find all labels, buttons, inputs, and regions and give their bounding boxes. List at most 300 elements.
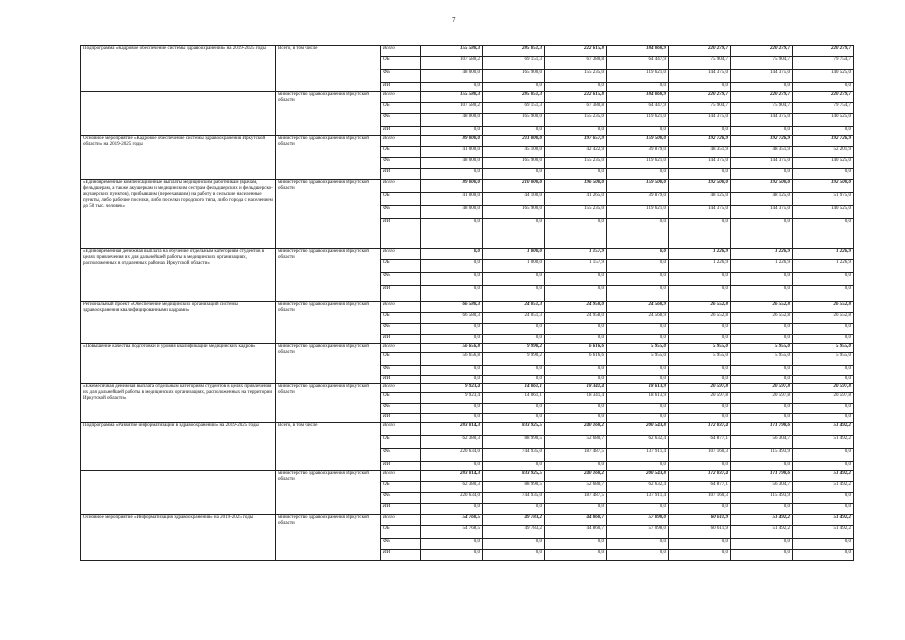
funding-source: ФБ xyxy=(381,273,421,286)
funding-source: ОБ xyxy=(381,103,421,114)
amount-cell: 5 955,0 xyxy=(793,353,854,366)
measure-description: Подпрограмма «Развитие информатизации в здравоохранении» на 2019-2025 годы xyxy=(81,423,276,471)
amount-cell: 0,0 xyxy=(731,366,793,376)
amount-cell: 0,0 xyxy=(731,504,793,515)
amount-cell: 200 543,8 xyxy=(607,423,669,436)
funding-source: ИИ xyxy=(381,414,421,423)
amount-cell: 57 098,0 xyxy=(607,515,669,526)
table-row xyxy=(81,515,854,526)
amount-cell: 240 168,2 xyxy=(545,471,607,482)
amount-cell: 5 955,0 xyxy=(731,344,793,353)
amount-cell: 1 000,0 xyxy=(483,249,545,260)
amount-cell: 0,0 xyxy=(545,286,607,302)
funding-source: ИИ xyxy=(381,127,421,136)
amount-cell: 0,0 xyxy=(483,169,545,180)
amount-cell: 24 568,9 xyxy=(607,302,669,313)
amount-cell: 0,0 xyxy=(793,493,854,504)
amount-cell: 144 375,0 xyxy=(669,206,731,219)
amount-cell: 5 955,0 xyxy=(607,353,669,366)
funding-source: ИИ xyxy=(381,83,421,92)
amount-cell: 0,0 xyxy=(545,169,607,180)
amount-cell: 26 552,8 xyxy=(669,313,731,324)
amount-cell: 75 904,7 xyxy=(731,57,793,70)
amount-cell: 0,0 xyxy=(607,249,669,260)
amount-cell: 0,0 xyxy=(421,462,483,471)
amount-cell: 184 068,9 xyxy=(607,46,669,57)
table-row xyxy=(81,423,854,436)
amount-cell: 14 061,1 xyxy=(483,384,545,393)
amount-cell: 119 621,0 xyxy=(607,206,669,219)
amount-cell: 62 632,4 xyxy=(607,482,669,493)
amount-cell: 1 226,9 xyxy=(731,249,793,260)
amount-cell: 159 500,0 xyxy=(607,136,669,147)
amount-cell: 0,0 xyxy=(545,550,607,561)
amount-cell: 56 656,8 xyxy=(421,344,483,353)
amount-cell: 26 552,8 xyxy=(793,313,854,324)
amount-cell: 107 160,3 xyxy=(669,493,731,504)
funding-source: Всего xyxy=(381,423,421,436)
amount-cell: 137 911,4 xyxy=(607,493,669,504)
amount-cell: 20 597,8 xyxy=(731,384,793,393)
amount-cell: 51 492,2 xyxy=(793,471,854,482)
amount-cell: 62 380,3 xyxy=(421,482,483,493)
amount-cell: 0,0 xyxy=(607,260,669,273)
amount-cell: 144 375,0 xyxy=(731,206,793,219)
funding-source: ИИ xyxy=(381,504,421,515)
amount-cell: 0,0 xyxy=(607,404,669,414)
amount-cell: 0,0 xyxy=(793,449,854,462)
amount-cell: 18 341,4 xyxy=(545,384,607,393)
amount-cell: 0,0 xyxy=(545,273,607,286)
executor-cell: министерство здравоохранения Иркутской области xyxy=(276,136,381,180)
amount-cell: 48 000,0 xyxy=(421,206,483,219)
amount-cell: 0,0 xyxy=(607,366,669,376)
amount-cell: 115 493,9 xyxy=(731,449,793,462)
table-row xyxy=(81,136,854,147)
amount-cell: 6 616,6 xyxy=(545,353,607,366)
amount-cell: 51 492,2 xyxy=(731,515,793,526)
amount-cell: 89 000,0 xyxy=(421,136,483,147)
amount-cell: 0,0 xyxy=(545,376,607,384)
amount-cell: 0,0 xyxy=(669,324,731,335)
amount-cell: 0,0 xyxy=(669,414,731,423)
amount-cell: 0,0 xyxy=(793,273,854,286)
funding-source: ФБ xyxy=(381,449,421,462)
amount-cell: 44 100,0 xyxy=(483,193,545,206)
amount-cell: 0,0 xyxy=(669,366,731,376)
amount-cell: 0,0 xyxy=(483,550,545,561)
amount-cell: 51 492,2 xyxy=(793,526,854,539)
executor-cell: министерство здравоохранения Иркутской области xyxy=(276,302,381,344)
funding-source: ОБ xyxy=(381,526,421,539)
amount-cell: 79 754,7 xyxy=(793,103,854,114)
amount-cell: 0,0 xyxy=(731,550,793,561)
amount-cell: 0,0 xyxy=(421,504,483,515)
amount-cell: 24 051,3 xyxy=(483,302,545,313)
amount-cell: 0,0 xyxy=(793,550,854,561)
amount-cell: 51 975,0 xyxy=(793,193,854,206)
amount-cell: 107 580,2 xyxy=(421,103,483,114)
amount-cell: 49 783,2 xyxy=(483,526,545,539)
amount-cell: 220 279,7 xyxy=(669,92,731,103)
amount-cell: 0,0 xyxy=(669,127,731,136)
funding-source: Всего xyxy=(381,515,421,526)
amount-cell: 220 279,7 xyxy=(793,46,854,57)
amount-cell: 0,0 xyxy=(669,273,731,286)
amount-cell: 0,0 xyxy=(669,83,731,92)
amount-cell: 285 051,3 xyxy=(483,46,545,57)
funding-source: ИИ xyxy=(381,462,421,471)
amount-cell: 52 680,7 xyxy=(545,436,607,449)
amount-cell: 0,0 xyxy=(793,376,854,384)
amount-cell: 184 068,9 xyxy=(607,92,669,103)
amount-cell: 0,0 xyxy=(793,324,854,335)
amount-cell: 119 621,0 xyxy=(607,70,669,83)
amount-cell: 0,0 xyxy=(669,169,731,180)
executor-cell: министерство здравоохранения Иркутской области xyxy=(276,515,381,561)
amount-cell: 0,0 xyxy=(607,273,669,286)
amount-cell: 64 447,9 xyxy=(607,103,669,114)
amount-cell: 54 768,5 xyxy=(421,526,483,539)
amount-cell: 0,0 xyxy=(421,169,483,180)
amount-cell: 0,0 xyxy=(483,273,545,286)
measure-description: Региональный проект «Обеспечение медицинских организаций системы здравоохранения квалифицированными кадрами» xyxy=(81,302,276,344)
amount-cell: 26 552,8 xyxy=(731,302,793,313)
amount-cell: 210 000,0 xyxy=(483,180,545,193)
amount-cell: 155 580,3 xyxy=(421,46,483,57)
amount-cell: 144 375,0 xyxy=(669,158,731,169)
amount-cell: 220 279,7 xyxy=(731,92,793,103)
funding-source: ОБ xyxy=(381,193,421,206)
amount-cell: 0,0 xyxy=(793,366,854,376)
amount-cell: 0,0 xyxy=(607,219,669,249)
amount-cell: 172 037,4 xyxy=(669,471,731,482)
amount-cell: 0,0 xyxy=(607,127,669,136)
amount-cell: 18 613,9 xyxy=(607,384,669,393)
amount-cell: 0,0 xyxy=(483,539,545,550)
amount-cell: 0,0 xyxy=(607,335,669,344)
amount-cell: 64 447,9 xyxy=(607,57,669,70)
amount-cell: 49 783,2 xyxy=(483,515,545,526)
amount-cell: 64 877,1 xyxy=(669,482,731,493)
executor-cell: министерство здравоохранения Иркутской области xyxy=(276,180,381,249)
amount-cell: 56 656,8 xyxy=(421,353,483,366)
amount-cell: 6 616,6 xyxy=(545,344,607,353)
amount-cell: 9 990,2 xyxy=(483,353,545,366)
amount-cell: 44 860,7 xyxy=(545,515,607,526)
amount-cell: 0,0 xyxy=(731,404,793,414)
amount-cell: 285 051,3 xyxy=(483,92,545,103)
funding-source: ФБ xyxy=(381,539,421,550)
table-body xyxy=(81,46,854,561)
amount-cell: 0,0 xyxy=(421,404,483,414)
amount-cell: 220 279,7 xyxy=(793,92,854,103)
funding-source: ИИ xyxy=(381,219,421,249)
amount-cell: 0,0 xyxy=(607,539,669,550)
amount-cell: 75 904,7 xyxy=(669,103,731,114)
amount-cell: 88 990,5 xyxy=(483,482,545,493)
amount-cell: 0,0 xyxy=(545,219,607,249)
amount-cell: 64 877,1 xyxy=(669,436,731,449)
executor-cell: министерство здравоохранения Иркутской области xyxy=(276,249,381,302)
funding-source: Всего xyxy=(381,180,421,193)
amount-cell: 0,0 xyxy=(607,462,669,471)
amount-cell: 56 304,7 xyxy=(731,482,793,493)
amount-cell: 60 611,9 xyxy=(669,515,731,526)
amount-cell: 0,0 xyxy=(669,462,731,471)
table-row xyxy=(81,46,854,57)
amount-cell: 5 955,0 xyxy=(793,344,854,353)
table-row xyxy=(81,471,854,482)
amount-cell: 137 911,4 xyxy=(607,449,669,462)
funding-source: Всего xyxy=(381,471,421,482)
amount-cell: 140 525,0 xyxy=(793,114,854,127)
amount-cell: 0,0 xyxy=(731,127,793,136)
amount-cell: 155 235,0 xyxy=(545,206,607,219)
measure-description: Основное мероприятие «Кадровое обеспечение системы здравоохранения Иркутской области» на 2019-2025 годы xyxy=(81,136,276,180)
amount-cell: 45 100,0 xyxy=(483,147,545,158)
funding-source: Всего xyxy=(381,302,421,313)
executor-cell: Всего, в том числе xyxy=(276,46,381,92)
amount-cell: 192 726,9 xyxy=(669,136,731,147)
amount-cell: 0,0 xyxy=(793,414,854,423)
amount-cell: 20 597,8 xyxy=(669,393,731,404)
funding-source: ФБ xyxy=(381,324,421,335)
amount-cell: 0,0 xyxy=(545,335,607,344)
amount-cell: 144 375,0 xyxy=(731,114,793,127)
amount-cell: 0,0 xyxy=(793,539,854,550)
amount-cell: 0,0 xyxy=(793,335,854,344)
amount-cell: 222 615,8 xyxy=(545,92,607,103)
amount-cell: 0,0 xyxy=(607,414,669,423)
amount-cell: 0,0 xyxy=(731,83,793,92)
amount-cell: 0,0 xyxy=(421,376,483,384)
amount-cell: 20 597,8 xyxy=(731,393,793,404)
amount-cell: 0,0 xyxy=(793,286,854,302)
amount-cell: 172 037,4 xyxy=(669,423,731,436)
amount-cell: 9 990,2 xyxy=(483,344,545,353)
amount-cell: 833 925,5 xyxy=(483,423,545,436)
amount-cell: 79 754,7 xyxy=(793,57,854,70)
amount-cell: 44 860,7 xyxy=(545,526,607,539)
funding-source: Всего xyxy=(381,46,421,57)
amount-cell: 0,0 xyxy=(421,219,483,249)
amount-cell: 51 492,2 xyxy=(793,436,854,449)
amount-cell: 115 493,9 xyxy=(731,493,793,504)
amount-cell: 220 634,0 xyxy=(421,493,483,504)
funding-source: ФБ xyxy=(381,493,421,504)
table-row xyxy=(81,249,854,260)
executor-cell: министерство здравоохранения Иркутской области xyxy=(276,92,381,136)
amount-cell: 9 923,4 xyxy=(421,384,483,393)
amount-cell: 14 061,1 xyxy=(483,393,545,404)
amount-cell: 0,0 xyxy=(731,219,793,249)
funding-source: ФБ xyxy=(381,404,421,414)
amount-cell: 0,0 xyxy=(483,219,545,249)
funding-source: Всего xyxy=(381,92,421,103)
amount-cell: 26 552,8 xyxy=(793,302,854,313)
amount-cell: 107 160,3 xyxy=(669,449,731,462)
amount-cell: 833 925,5 xyxy=(483,471,545,482)
amount-cell: 165 900,0 xyxy=(483,206,545,219)
amount-cell: 0,0 xyxy=(669,404,731,414)
amount-cell: 60 611,9 xyxy=(669,526,731,539)
amount-cell: 0,0 xyxy=(421,324,483,335)
amount-cell: 171 798,6 xyxy=(731,423,793,436)
amount-cell: 5 955,0 xyxy=(669,353,731,366)
amount-cell: 140 525,0 xyxy=(793,206,854,219)
amount-cell: 200 543,8 xyxy=(607,471,669,482)
amount-cell: 0,0 xyxy=(669,376,731,384)
amount-cell: 0,0 xyxy=(731,414,793,423)
amount-cell: 69 151,3 xyxy=(483,103,545,114)
funding-source: ФБ xyxy=(381,206,421,219)
table-row xyxy=(81,344,854,353)
funding-source: ОБ xyxy=(381,260,421,273)
amount-cell: 1 226,9 xyxy=(669,249,731,260)
amount-cell: 0,0 xyxy=(483,286,545,302)
amount-cell: 0,0 xyxy=(545,404,607,414)
amount-cell: 0,0 xyxy=(793,169,854,180)
amount-cell: 88 990,5 xyxy=(483,436,545,449)
funding-source: ФБ xyxy=(381,366,421,376)
amount-cell: 192 726,9 xyxy=(731,136,793,147)
amount-cell: 66 580,3 xyxy=(421,302,483,313)
measure-description: «Единовременные компенсационные выплаты медицинским работникам (врачам, фельдшерам, а также акушеркам и медицинским сестрам фельдшерских и фельдшерско-акушерских пунктов), прибывшим (переехавшим) на работу в сельские населенные пункты, либо рабочие поселки, либо поселки городского типа, либо города с населением до 50 тыс. человек» xyxy=(81,180,276,249)
amount-cell: 0,0 xyxy=(731,376,793,384)
amount-cell: 66 580,3 xyxy=(421,313,483,324)
amount-cell: 5 955,0 xyxy=(607,344,669,353)
amount-cell: 42 422,9 xyxy=(545,147,607,158)
measure-description: «Ежемесячная денежная выплата отдельным категориям студентов в целях привлечения их для дальнейшей работы в медицинских организациях, расположенных на территории Иркутской области» xyxy=(81,384,276,423)
budget-table xyxy=(80,45,854,561)
amount-cell: 192 726,9 xyxy=(793,136,854,147)
amount-cell: 119 621,0 xyxy=(607,114,669,127)
amount-cell: 211 000,0 xyxy=(483,136,545,147)
amount-cell: 48 125,0 xyxy=(669,193,731,206)
amount-cell: 56 304,7 xyxy=(731,436,793,449)
amount-cell: 48 351,9 xyxy=(731,147,793,158)
funding-source: ОБ xyxy=(381,482,421,493)
amount-cell: 0,0 xyxy=(793,219,854,249)
measure-description: Основное мероприятие «Информатизация здравоохранения» на 2019-2025 годы xyxy=(81,515,276,561)
amount-cell: 0,0 xyxy=(421,273,483,286)
amount-cell: 0,0 xyxy=(483,376,545,384)
executor-cell: министерство здравоохранения Иркутской области xyxy=(276,471,381,515)
funding-source: ФБ xyxy=(381,70,421,83)
table-row xyxy=(81,180,854,193)
amount-cell: 52 201,9 xyxy=(793,147,854,158)
amount-cell: 144 375,0 xyxy=(669,114,731,127)
amount-cell: 5 955,0 xyxy=(669,344,731,353)
executor-cell: Всего, в том числе xyxy=(276,423,381,471)
amount-cell: 0,0 xyxy=(483,83,545,92)
amount-cell: 0,0 xyxy=(545,462,607,471)
amount-cell: 0,0 xyxy=(421,260,483,273)
amount-cell: 220 634,0 xyxy=(421,449,483,462)
amount-cell: 1 226,9 xyxy=(669,260,731,273)
amount-cell: 0,0 xyxy=(545,324,607,335)
amount-cell: 54 768,5 xyxy=(421,515,483,526)
amount-cell: 0,0 xyxy=(483,462,545,471)
measure-description xyxy=(81,92,276,136)
amount-cell: 107 580,2 xyxy=(421,57,483,70)
amount-cell: 0,0 xyxy=(483,335,545,344)
amount-cell: 192 500,0 xyxy=(731,180,793,193)
measure-description: «Повышение качества подготовки и уровня квалификации медицинских кадров» xyxy=(81,344,276,384)
funding-source: ОБ xyxy=(381,313,421,324)
amount-cell: 0,0 xyxy=(731,324,793,335)
amount-cell: 0,0 xyxy=(669,219,731,249)
funding-source: ОБ xyxy=(381,353,421,366)
page-number: 7 xyxy=(452,16,456,24)
table-row xyxy=(81,302,854,313)
funding-source: ОБ xyxy=(381,57,421,70)
amount-cell: 0,0 xyxy=(421,550,483,561)
amount-cell: 18 341,4 xyxy=(545,393,607,404)
funding-source: ФБ xyxy=(381,158,421,169)
amount-cell: 0,0 xyxy=(421,539,483,550)
amount-cell: 51 492,2 xyxy=(793,515,854,526)
amount-cell: 0,0 xyxy=(607,504,669,515)
amount-cell: 0,0 xyxy=(421,286,483,302)
amount-cell: 57 098,0 xyxy=(607,526,669,539)
amount-cell: 0,0 xyxy=(607,286,669,302)
amount-cell: 171 798,6 xyxy=(731,471,793,482)
amount-cell: 24 958,0 xyxy=(545,313,607,324)
amount-cell: 0,0 xyxy=(607,169,669,180)
amount-cell: 192 500,0 xyxy=(669,180,731,193)
amount-cell: 220 279,7 xyxy=(731,46,793,57)
amount-cell: 283 014,3 xyxy=(421,471,483,482)
funding-source: Всего xyxy=(381,344,421,353)
amount-cell: 0,0 xyxy=(669,504,731,515)
amount-cell: 0,0 xyxy=(545,504,607,515)
amount-cell: 20 597,8 xyxy=(669,384,731,393)
amount-cell: 41 265,0 xyxy=(545,193,607,206)
amount-cell: 187 487,5 xyxy=(545,449,607,462)
amount-cell: 744 935,0 xyxy=(483,493,545,504)
amount-cell: 39 879,0 xyxy=(607,193,669,206)
amount-cell: 75 904,7 xyxy=(669,57,731,70)
amount-cell: 0,0 xyxy=(731,286,793,302)
amount-cell: 41 000,0 xyxy=(421,147,483,158)
measure-description: Подпрограмма «Кадровое обеспечение системы здравоохранения» на 2019-2025 годы xyxy=(81,46,276,92)
funding-source: ОБ xyxy=(381,436,421,449)
amount-cell: 67 380,8 xyxy=(545,57,607,70)
amount-cell: 52 680,7 xyxy=(545,482,607,493)
amount-cell: 240 168,2 xyxy=(545,423,607,436)
funding-source: ФБ xyxy=(381,114,421,127)
amount-cell: 26 552,8 xyxy=(669,302,731,313)
amount-cell: 51 492,2 xyxy=(793,423,854,436)
funding-source: ИИ xyxy=(381,550,421,561)
measure-description: «Единовременная денежная выплата на обучение отдельным категориям студентов в целях привлечения их для дальнейшей работы в медицинских организациях, расположенных в отдаленных районах Иркутской области» xyxy=(81,249,276,302)
amount-cell: 222 615,8 xyxy=(545,46,607,57)
amount-cell: 165 900,0 xyxy=(483,114,545,127)
amount-cell: 0,0 xyxy=(607,376,669,384)
amount-cell: 0,0 xyxy=(483,414,545,423)
amount-cell: 0,0 xyxy=(421,127,483,136)
amount-cell: 0,0 xyxy=(545,414,607,423)
amount-cell: 20 597,8 xyxy=(793,384,854,393)
amount-cell: 48 125,0 xyxy=(731,193,793,206)
amount-cell: 1 226,9 xyxy=(731,260,793,273)
amount-cell: 20 597,8 xyxy=(793,393,854,404)
amount-cell: 0,0 xyxy=(731,539,793,550)
amount-cell: 41 000,0 xyxy=(421,193,483,206)
amount-cell: 0,0 xyxy=(483,404,545,414)
